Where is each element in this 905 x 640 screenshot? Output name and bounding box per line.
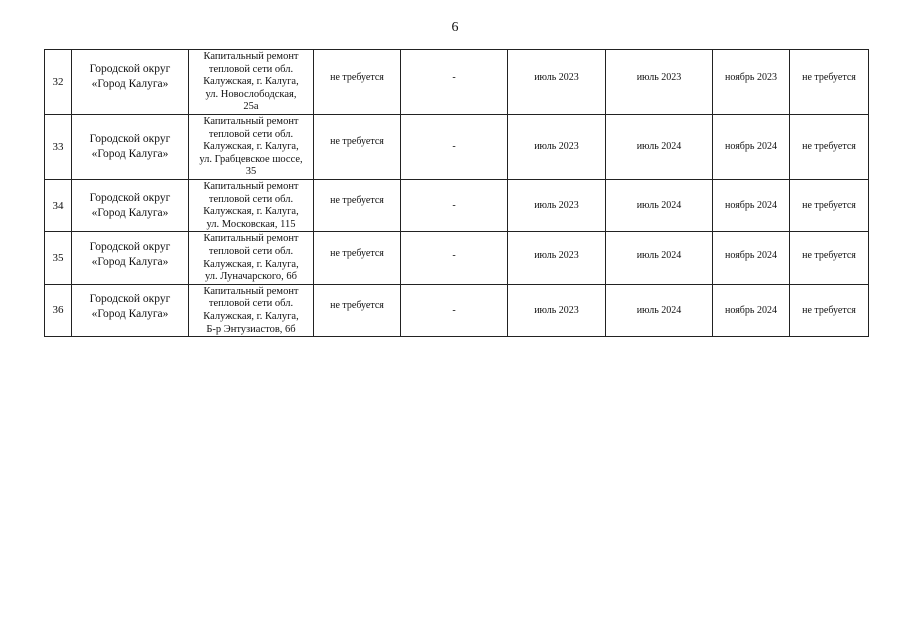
region-line: «Город Калуга» — [91, 147, 169, 160]
work-line: тепловой сети обл. — [208, 298, 294, 310]
cell-value: ноябрь 2024 — [725, 304, 777, 316]
cell-c9 — [790, 115, 869, 180]
cell-value: июль 2023 — [534, 304, 579, 316]
work-line: ул. Грабцевское шоссе, — [199, 153, 303, 165]
work-description-cell — [189, 115, 314, 180]
work-line: 35 — [245, 166, 257, 178]
work-line: Калужская, г. Калуга, — [203, 310, 299, 322]
cell-value: ноябрь 2023 — [725, 71, 777, 83]
work-description-cell — [189, 50, 314, 115]
cell-c4 — [314, 179, 401, 231]
cell-c6 — [508, 232, 606, 284]
work-line: ул. Луначарского, 6б — [204, 271, 298, 283]
cell-value: ноябрь 2024 — [725, 141, 777, 153]
work-description-cell — [189, 232, 314, 284]
cell-value: ноябрь 2024 — [725, 200, 777, 212]
work-line: тепловой сети обл. — [208, 63, 294, 75]
cell-c8 — [713, 115, 790, 180]
region-line: «Город Калуга» — [91, 78, 169, 90]
cell-value: не требуется — [802, 71, 856, 83]
cell-value: июль 2023 — [534, 200, 579, 212]
region-line: Городской округ — [89, 63, 171, 75]
work-line: Капитальный ремонт — [203, 51, 299, 63]
cell-value: - — [452, 304, 456, 316]
work-line: Калужская, г. Калуга, — [203, 258, 299, 270]
cell-c7 — [606, 115, 713, 180]
work-line: тепловой сети обл. — [208, 245, 294, 257]
region-line: Городской округ — [89, 293, 171, 306]
work-line: Калужская, г. Калуга, — [203, 76, 299, 88]
cell-value: не требуется — [802, 200, 856, 212]
cell-value: - — [452, 200, 456, 212]
table-row — [45, 115, 869, 180]
cell-value: не требуется — [330, 71, 384, 83]
work-description-cell — [189, 284, 314, 336]
row-number: 34 — [45, 179, 72, 231]
cell-c4 — [314, 115, 401, 180]
work-line: 25а — [243, 101, 259, 113]
cell-value: июль 2023 — [534, 249, 579, 261]
cell-c8 — [713, 284, 790, 336]
cell-c9 — [790, 50, 869, 115]
region-line: «Город Калуга» — [91, 256, 169, 269]
row-number: 32 — [45, 50, 72, 115]
cell-c5 — [401, 179, 508, 231]
cell-c5 — [401, 50, 508, 115]
cell-value: не требуется — [330, 195, 384, 207]
cell-c6 — [508, 179, 606, 231]
cell-value: не требуется — [802, 304, 856, 316]
work-line: Б-р Энтузиастов, 6б — [206, 323, 296, 335]
cell-c6 — [508, 50, 606, 115]
region-line: Городской округ — [89, 241, 171, 254]
cell-value: ноябрь 2024 — [725, 249, 777, 261]
works-table — [44, 49, 869, 337]
cell-c8 — [713, 232, 790, 284]
cell-value: июль 2023 — [534, 141, 579, 153]
cell-c9 — [790, 284, 869, 336]
cell-c5 — [401, 115, 508, 180]
region-cell — [72, 115, 189, 180]
cell-value: не требуется — [330, 299, 384, 311]
region-cell — [72, 284, 189, 336]
row-number: 35 — [45, 232, 72, 284]
work-line: Капитальный ремонт — [203, 233, 299, 245]
row-number: 36 — [45, 284, 72, 336]
cell-c6 — [508, 115, 606, 180]
cell-value: не требуется — [802, 141, 856, 153]
work-line: тепловой сети обл. — [208, 193, 294, 205]
work-description-cell — [189, 179, 314, 231]
table-row — [45, 179, 869, 231]
cell-value: июль 2023 — [636, 71, 682, 83]
cell-value: июль 2024 — [636, 304, 682, 316]
cell-value: не требуется — [330, 136, 384, 148]
cell-c4 — [314, 284, 401, 336]
cell-value: - — [452, 71, 456, 83]
cell-c4 — [314, 232, 401, 284]
work-line: ул. Московская, 115 — [206, 218, 296, 230]
work-line: Калужская, г. Калуга, — [203, 206, 299, 218]
work-line: ул. Новослободская, — [205, 88, 297, 100]
region-cell — [72, 179, 189, 231]
cell-c7 — [606, 179, 713, 231]
table-row — [45, 232, 869, 284]
work-line: тепловой сети обл. — [208, 128, 294, 140]
cell-c5 — [401, 284, 508, 336]
row-number: 33 — [45, 115, 72, 180]
cell-value: - — [452, 249, 456, 261]
work-line: Капитальный ремонт — [203, 116, 299, 127]
table-row — [45, 284, 869, 336]
cell-c4 — [314, 50, 401, 115]
cell-value: июль 2024 — [636, 200, 682, 212]
region-line: Городской округ — [89, 132, 171, 145]
cell-c9 — [790, 232, 869, 284]
region-line: «Город Калуга» — [91, 206, 169, 219]
page-number: 6 — [451, 20, 459, 35]
work-line: Капитальный ремонт — [203, 285, 299, 297]
table-row — [45, 50, 869, 115]
work-line: Капитальный ремонт — [203, 180, 299, 192]
cell-c9 — [790, 179, 869, 231]
cell-c7 — [606, 50, 713, 115]
cell-c5 — [401, 232, 508, 284]
cell-c8 — [713, 50, 790, 115]
cell-c8 — [713, 179, 790, 231]
cell-value: не требуется — [330, 247, 384, 259]
region-line: «Город Калуга» — [91, 308, 169, 321]
cell-value: июль 2024 — [636, 249, 682, 261]
region-cell — [72, 232, 189, 284]
work-line: Калужская, г. Калуга, — [203, 141, 299, 153]
cell-c7 — [606, 232, 713, 284]
region-cell — [72, 50, 189, 115]
cell-value: не требуется — [802, 249, 856, 261]
region-line: Городской округ — [89, 191, 171, 204]
cell-value: июль 2023 — [534, 71, 579, 83]
cell-value: июль 2024 — [636, 141, 682, 153]
cell-c7 — [606, 284, 713, 336]
cell-value: - — [452, 141, 456, 153]
cell-c6 — [508, 284, 606, 336]
